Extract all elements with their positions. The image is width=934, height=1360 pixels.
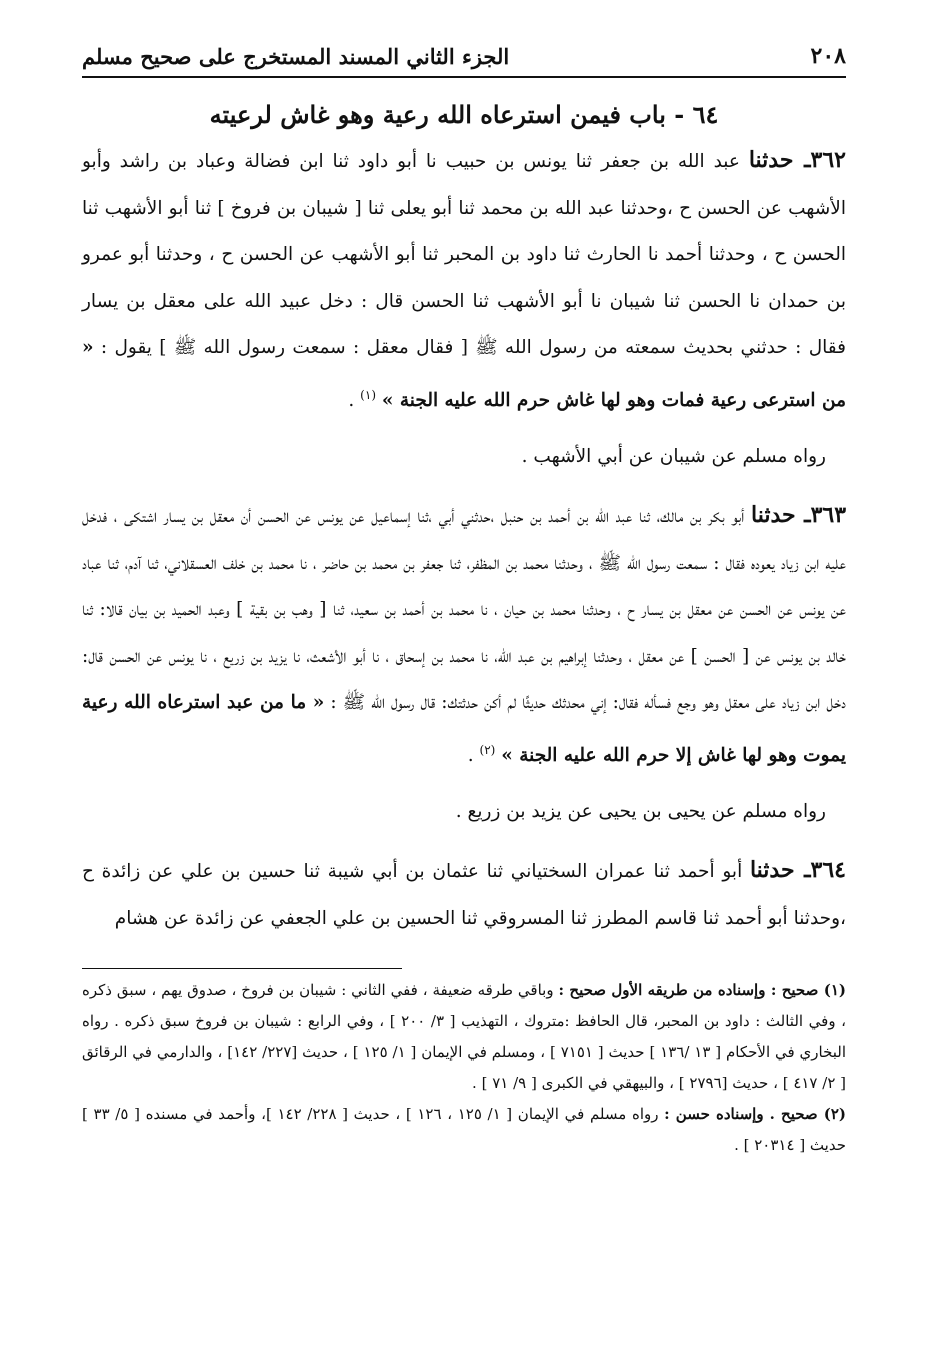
hadith-number: ٣٦٤ـ حدثنا — [749, 857, 846, 884]
hadith-363 — [82, 492, 846, 779]
footnote-text: وباقي طرقه ضعيفة ، ففي الثاني : شيبان بن فروخ ، صدوق يهم ، سبق ذكره ، وفي الثالث : داود بن المحبر، قال الحافظ :متروك ، التهذيب [ ٣/ ٢٠٠ ] ، وفي الرابع : شيبان بن فروخ سبق ذكره . رواه البخاري في الأحكام [ ١٣ /١٣٦ ] حديث [ ٧١٥١ ] ، ومسلم في الإيمان [ ١/ ١٢٥ ] ، حديث [٢٢٧/ ١٤٢] ، والدارمي في الرقائق [ ٢/ ٤١٧ ] ، حديث [٢٧٩٦ ] ، والبيهقي في الكبرى [ ٩/ ٧١ ] . — [82, 981, 847, 1093]
takhrij-note: رواه مسلم عن شيبان عن أبي الأشهب . — [521, 446, 826, 468]
hadith-chain: أبو بكر بن مالك، ثنا عبد الله بن أحمد بن حنبل ،حدثني أبي ،ثنا إسماعيل عن يونس عن الحسن أن معقل بن يسار اشتكى ، فدخل عليه ابن زياد يعوده فقال : سمعت رسول الله ﷺ ، وحدثنا محمد بن المظفر، ثنا جعفر بن محمد بن حاضر ، نا محمد بن خلف العسقلاني، ثنا آدم، ثنا عباد عن يونس عن الحسن عن معقل بن يسار ح ، وحدثنا محمد بن حيان ، نا محمد بن أحمد بن سعيد، ثنا [ وهب بن بقية ] وعبد الحميد بن بيان قالا: ثنا خالد بن يونس عن [ الحسن ] عن معقل ، وحدثنا إبراهيم بن عبد الله، نا محمد بن إسحاق ، نا أبو الأشعث، نا يزيد بن زريع ، نا يونس عن الحسن قال: دخل ابن زياد على معقل وهو وجع فسأله فقال: إني محدثك حديثًا لم أكن حدثتك: قال رسول الله ﷺ : — [82, 506, 846, 714]
hadith-chain: أبو أحمد ثنا عمران السختياني ثنا عثمان بن أبي شيبة ثنا حسين بن علي عن زائدة ح ،وحدثنا أبو أحمد ثنا قاسم المطرز ثنا المسروقي ثنا الحسين بن علي الجعفي عن زائدة عن هشام — [82, 861, 846, 929]
hadith-quote: « ما من عبد استرعاه الله رعية يموت وهو لها غاش إلا حرم الله عليه الجنة » — [82, 692, 846, 766]
hadith-364 — [82, 847, 846, 942]
footnote-ref: (١) — [360, 387, 376, 402]
hadith-number: ٣٦٢ـ حدثنا — [748, 147, 846, 173]
footnote-divider — [82, 968, 402, 969]
hadith-tail: . — [348, 389, 361, 411]
chapter-heading: ٦٤ - باب فيمن استرعاه الله رعية وهو غاش لرعيته — [209, 100, 719, 129]
page-number: ٢٠٨ — [810, 43, 846, 69]
hadith-quote: « من استرعى رعية فمات وهو لها غاش حرم الله عليه الجنة » — [82, 337, 846, 411]
footnote-label: (٢) صحيح . وإسناده حسن : — [664, 1105, 847, 1124]
footnote-text: رواه مسلم في الإيمان [ ١/ ١٢٥ ، ١٢٦ ] ، حديث [ ٢٢٨/ ١٤٢ ]، وأحمد في مسنده [ ٥/ ٣٣ ] حديث [ ٢٠٣١٤ ] . — [82, 1105, 846, 1155]
hadith-362 — [82, 137, 846, 424]
footnote-2 — [82, 1099, 846, 1161]
footnote-1 — [82, 975, 846, 1099]
footnotes — [82, 975, 846, 1161]
hadith-number: ٣٦٣ـ حدثنا — [751, 502, 847, 529]
running-header — [82, 36, 846, 78]
hadith-tail: . — [467, 744, 480, 766]
hadith-chain: عبد الله بن جعفر ثنا يونس بن حبيب نا أبو داود ثنا ابن فضالة وعباد بن راشد وأبو الأشهب عن الحسن ح ،وحدثنا عبد الله بن محمد ثنا أبو يعلى ثنا [ شيبان بن فروخ ] ثنا أبو الأشهب ثنا الحسن ح ، وحدثنا أحمد نا الحارث ثنا داود بن المحبر ثنا أبو الأشهب عن الحسن ح ، وحدثنا أبو عمرو بن حمدان نا الحسن ثنا شيبان نا أبو الأشهب ثنا الحسن قال : دخل عبيد الله على معقل بن يسار فقال : حدثني بحديث سمعته من رسول الله ﷺ [ فقال معقل : سمعت رسول الله ﷺ ] يقول : — [82, 151, 846, 358]
running-title: الجزء الثاني المسند المستخرج على صحيح مسلم — [82, 43, 510, 69]
footnote-label: (١) صحيح : وإسناده من طريقه الأول صحيح : — [558, 981, 846, 1000]
footnote-ref: (٢) — [479, 742, 496, 757]
takhrij-note: رواه مسلم عن يحيى بن يحيى عن يزيد بن زريع . — [455, 801, 826, 823]
